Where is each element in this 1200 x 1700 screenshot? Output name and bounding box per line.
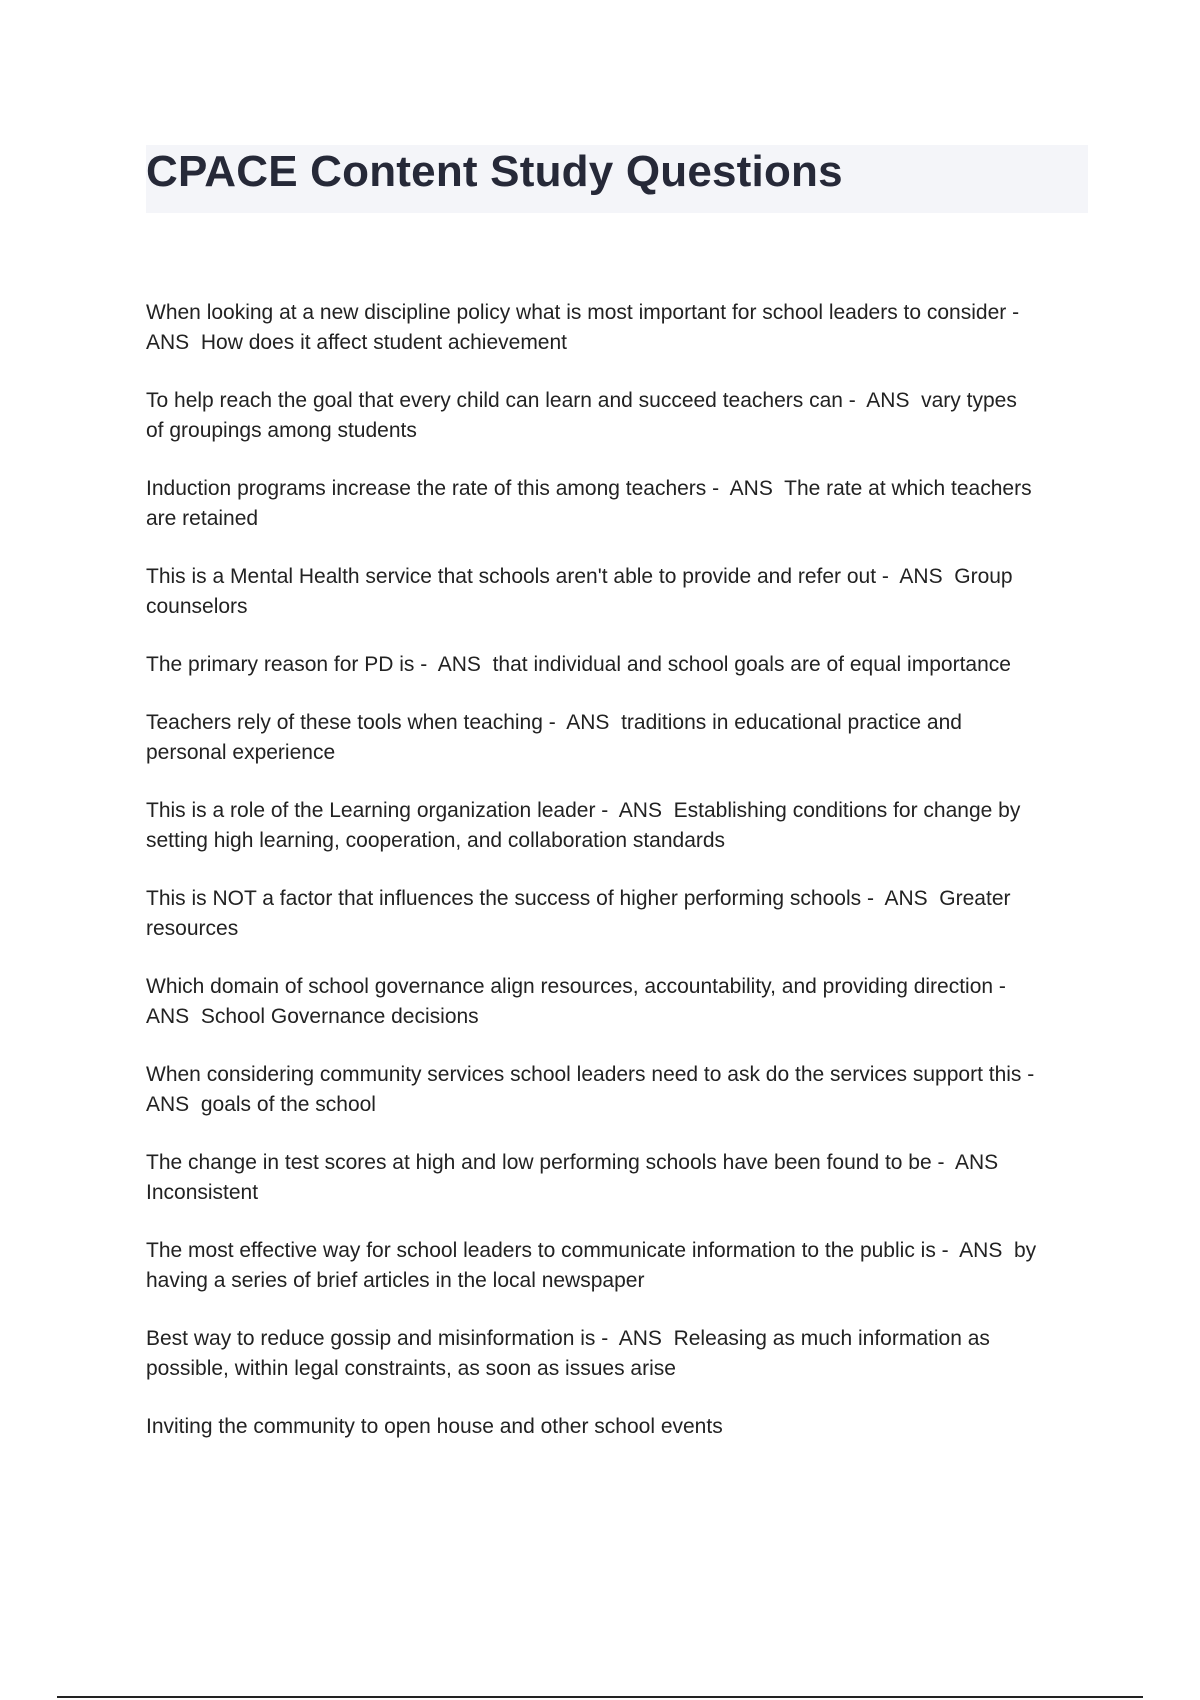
qa-item-5: The primary reason for PD is - ANS that individual and school goals are of equal importance [146, 653, 1011, 676]
qa-item-3: Induction programs increase the rate of this among teachers - ANS The rate at which teachers are retained [146, 477, 1032, 530]
qa-item-8: This is NOT a factor that influences the success of higher performing schools - ANS Greater resources [146, 887, 1011, 940]
qa-item-12: The most effective way for school leaders to communicate information to the public is - ANS by having a series of brief articles in the local newspaper [146, 1239, 1037, 1292]
qa-item-14: Inviting the community to open house and other school events [146, 1415, 723, 1438]
qa-item-1: When looking at a new discipline policy what is most important for school leaders to consider - ANS How does it affect student achievement [146, 301, 1020, 354]
qa-item-11: The change in test scores at high and low performing schools have been found to be - ANS Inconsistent [146, 1151, 999, 1204]
qa-item-7: This is a role of the Learning organization leader - ANS Establishing conditions for change by setting high learning, cooperation, and collaboration standards [146, 799, 1021, 852]
footer-divider [57, 1696, 1143, 1698]
question-answer-list [146, 298, 1096, 1470]
qa-item-6: Teachers rely of these tools when teaching - ANS traditions in educational practice and personal experience [146, 711, 962, 764]
qa-item-2: To help reach the goal that every child can learn and succeed teachers can - ANS vary types of groupings among students [146, 389, 1017, 442]
qa-item-4: This is a Mental Health service that schools aren't able to provide and refer out - ANS Group counselors [146, 565, 1013, 618]
document-title: CPACE Content Study Questions [146, 147, 843, 196]
qa-item-13: Best way to reduce gossip and misinformation is - ANS Releasing as much information as possible, within legal constraints, as soon as issues arise [146, 1327, 990, 1380]
qa-item-9: Which domain of school governance align resources, accountability, and providing direction - ANS School Governance decisions [146, 975, 1006, 1028]
qa-item-10: When considering community services school leaders need to ask do the services support this - ANS goals of the school [146, 1063, 1035, 1116]
